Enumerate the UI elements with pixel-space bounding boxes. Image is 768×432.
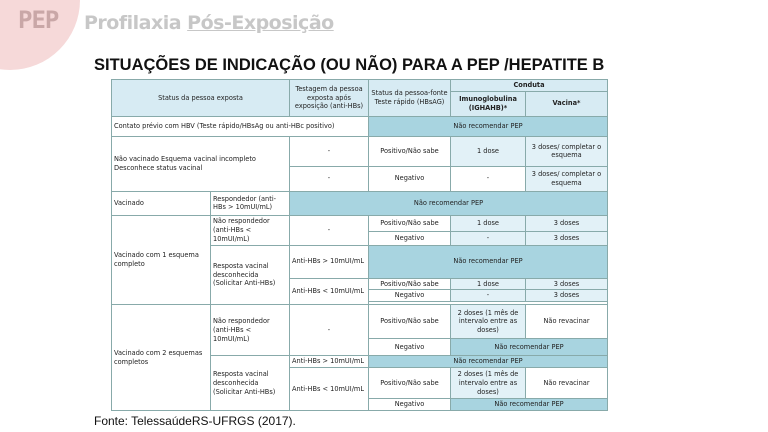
header-imunoglobulina: Imunoglobulina (IGHAHB)* (451, 91, 526, 116)
cell-vacina: Não revacinar (526, 305, 608, 339)
cell-nao-recomendar: Não recomendar PEP (290, 191, 608, 215)
cell-anti-hbs-maior: Anti-HBs > 10mUI/mL (290, 245, 369, 278)
header-fonte: Status da pessoa-fonte Teste rápido (HBsAG) (369, 80, 451, 117)
cell-anti-hbs-menor: Anti-HBs < 10mUI/mL (290, 368, 369, 411)
cell-fonte: Negativo (369, 290, 451, 302)
cell-fonte: Negativo (369, 399, 451, 411)
row-vacinado-1-esquema: Vacinado com 1 esquema completo (112, 215, 211, 304)
row-vacinado-2-esquemas: Vacinado com 2 esquemas completos (112, 305, 211, 411)
cell-resposta-desconhecida: Resposta vacinal desconhecida (Solicitar Anti-HBs) (211, 356, 290, 411)
cell-igha: 1 dose (451, 278, 526, 290)
cell-fonte: Positivo/Não sabe (369, 368, 451, 399)
cell-fonte: Negativo (369, 232, 451, 245)
cell-dash: - (290, 215, 369, 245)
cell-dash: - (290, 305, 369, 356)
cell-vacina: 3 doses (526, 232, 608, 245)
slide-title: SITUAÇÕES DE INDICAÇÃO (OU NÃO) PARA A PEP /HEPATITE B (94, 56, 605, 74)
cell-fonte: Positivo/Não sabe (369, 278, 451, 290)
cell-anti-hbs-maior: Anti-HBs > 10mUI/mL (290, 356, 369, 368)
cell-igha: - (451, 290, 526, 302)
cell-fonte: Negativo (369, 166, 451, 191)
cell-vacina: 3 doses (526, 215, 608, 232)
cell-igha: - (451, 166, 526, 191)
cell-nao-recomendar: Não recomendar PEP (451, 399, 608, 411)
header-vacina: Vacina* (526, 91, 608, 116)
cell-nao-recomendar: Não recomendar PEP (369, 356, 608, 368)
cell-vacina: Não revacinar (526, 368, 608, 399)
header-testagem: Testagem da pessoa exposta após exposição (anti-HBs) (290, 80, 369, 117)
cell-resposta-desconhecida: Resposta vacinal desconhecida (Solicitar Anti-HBs) (211, 245, 290, 305)
cell-igha: - (451, 232, 526, 245)
cell-fonte: Positivo/Não sabe (369, 215, 451, 232)
cell-fonte: Positivo/Não sabe (369, 305, 451, 339)
cell-igha: 2 doses (1 mês de intervalo entre as doses) (451, 305, 526, 339)
cell-dash: - (290, 166, 369, 191)
cell-vacina: 3 doses (526, 278, 608, 290)
pep-acronym: PEP (18, 6, 59, 34)
cell-vacina: 3 doses (526, 290, 608, 302)
subtitle-prefix: Profilaxia (84, 12, 188, 34)
subtitle-underlined: Pós-Exposição (187, 12, 334, 34)
cell-dash: - (290, 136, 369, 166)
cell-respondedor: Respondedor (anti-HBs > 10mUI/mL) (211, 191, 290, 215)
cell-igha: 1 dose (451, 136, 526, 166)
source-citation: Fonte: TelessaúdeRS-UFRGS (2017). (94, 414, 296, 428)
row-nao-vacinado: Não vacinado Esquema vacinal incompleto Desconhece status vacinal (112, 136, 290, 191)
cell-nao-respondedor: Não respondedor (anti-HBs < 10mUI/mL) (211, 305, 290, 356)
cell-igha: 1 dose (451, 215, 526, 232)
cell-nao-recomendar: Não recomendar PEP (369, 116, 608, 136)
header-status: Status da pessoa exposta (112, 80, 290, 117)
cell-fonte: Negativo (369, 339, 451, 356)
cell-igha: 2 doses (1 mês de intervalo entre as doses) (451, 368, 526, 399)
cell-vacina: 3 doses/ completar o esquema (526, 136, 608, 166)
header-conduta: Conduta (451, 80, 608, 92)
row-vacinado: Vacinado (112, 191, 211, 215)
cell-fonte: Positivo/Não sabe (369, 136, 451, 166)
hepatitis-b-pep-table (111, 79, 608, 411)
cell-nao-recomendar: Não recomendar PEP (451, 339, 608, 356)
section-subtitle (84, 12, 334, 34)
row-contato-previo: Contato prévio com HBV (Teste rápido/HBsAg ou anti-HBc positivo) (112, 116, 369, 136)
cell-nao-recomendar: Não recomendar PEP (369, 245, 608, 278)
cell-anti-hbs-menor: Anti-HBs < 10mUI/mL (290, 278, 369, 305)
cell-vacina: 3 doses/ completar o esquema (526, 166, 608, 191)
cell-nao-respondedor: Não respondedor (anti-HBs < 10mUI/mL) (211, 215, 290, 245)
